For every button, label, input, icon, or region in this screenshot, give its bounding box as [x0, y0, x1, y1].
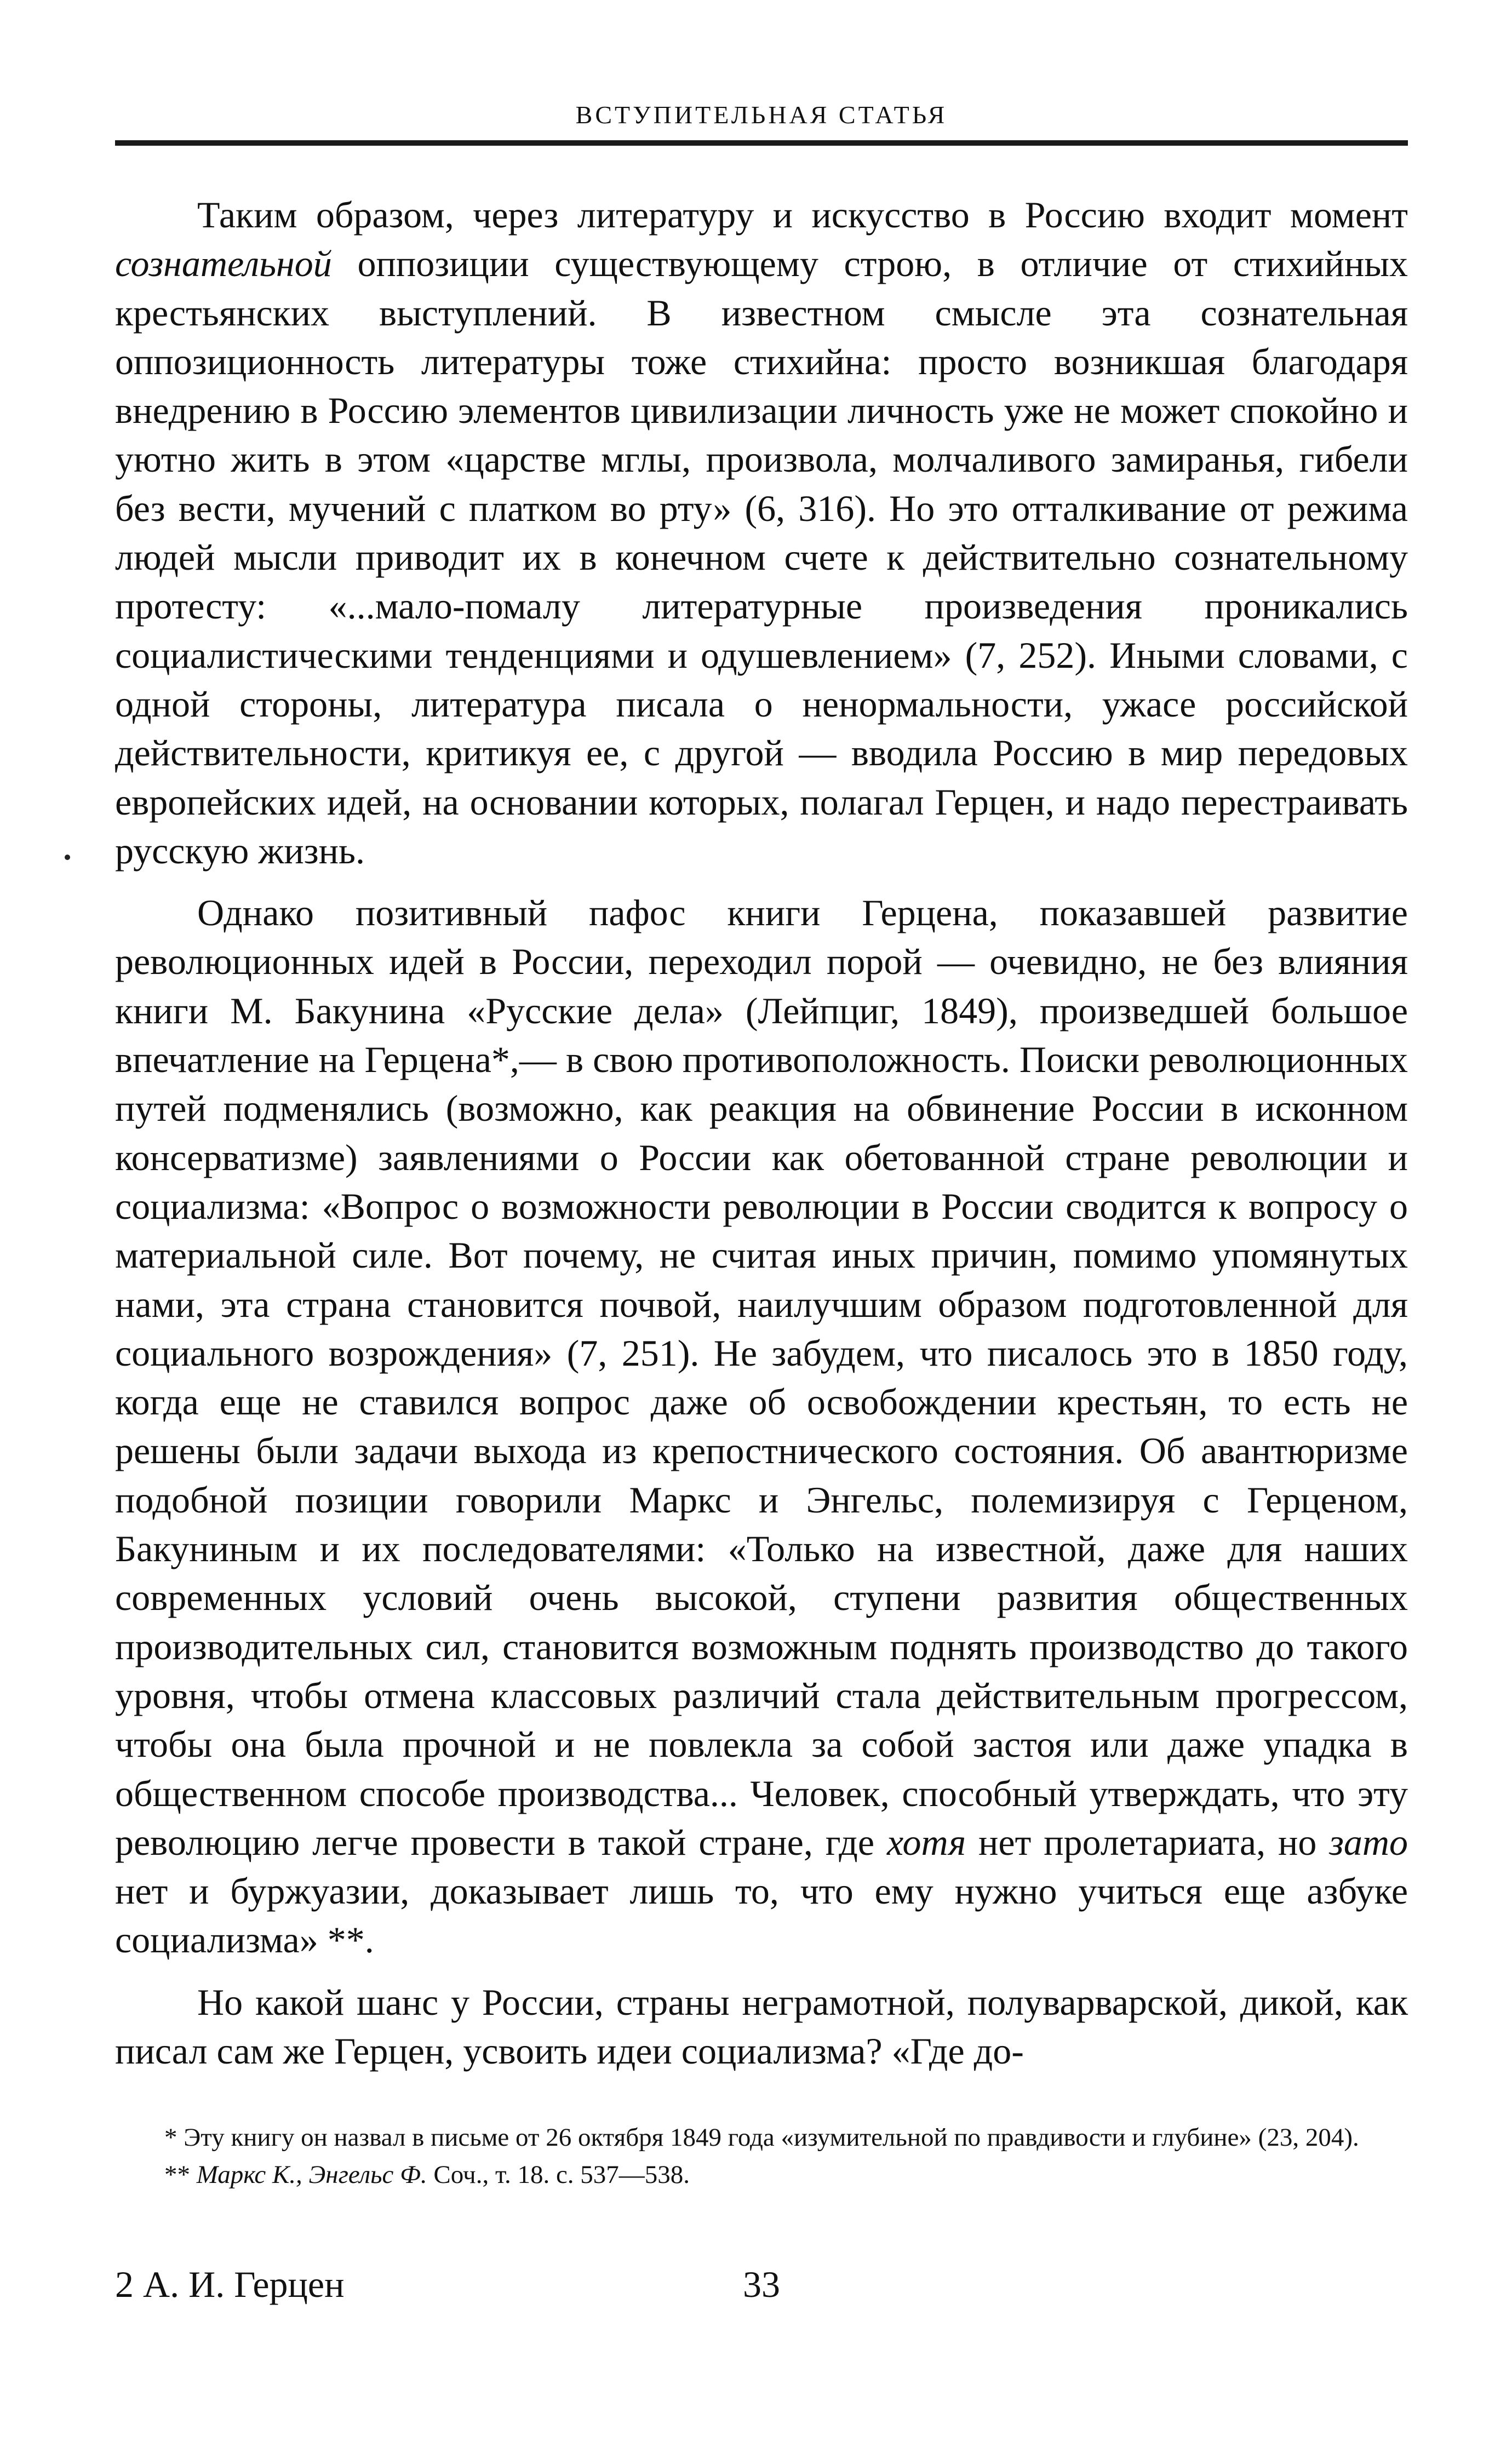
running-head: ВСТУПИТЕЛЬНАЯ СТАТЬЯ — [575, 101, 948, 129]
paragraph-3 — [115, 1978, 1408, 2076]
footnote-2 — [115, 2156, 1408, 2193]
paragraph-2 — [115, 889, 1408, 1965]
signature-mark: 2 А. И. Герцен — [115, 2263, 345, 2305]
footnote-2-authors: Маркс К., Энгельс Ф. — [196, 2160, 427, 2189]
footnote-1: * Эту книгу он назвал в письме от 26 октября 1849 года «изумительной по правдивости и глубине» (23, 204). — [164, 2123, 1359, 2152]
footnotes — [115, 2119, 1408, 2193]
paragraph-2-italic-b: зато — [1329, 1821, 1408, 1863]
paragraph-2-italic-a: хотя — [887, 1821, 966, 1863]
paragraph-3-text: Но какой шанс у России, страны неграмотной, полуварварской, дикой, как писал сам же Герцен, усвоить идеи социализма? «Где до- — [115, 1981, 1408, 2072]
paragraph-2-text-c: нет и буржуазии, доказывает лишь то, что ему нужно учиться еще азбуке социализма» **. — [115, 1870, 1408, 1961]
page-footer — [115, 2257, 1408, 2312]
paragraph-1 — [115, 191, 1408, 875]
paragraph-1-text-b: оппозиции существующему строю, в отличие от стихийных крестьянских выступлений. В известном смысле эта сознательная оппозиционность литературы тоже стихийна: просто возникшая благодаря внедрению в Россию элементов цивилизации личность уже не может спокойно и уютно жить в этом «царстве мглы, произвола, молчаливого замиранья, гибели без вести, мучений с платком во рту» (6, 316). Но это отталкивание от режима людей мысли приводит их в конечном счете к действительно сознательному протесту: «...мало-помалу литературные произведения проникались социалистическими тенденциями и одушевлением» (7, 252). Иными словами, с одной стороны, литература писала о ненормальности, ужасе российской действительности, критикуя ее, с другой — вводила Россию в мир передовых европейских идей, на основании которых, полагал Герцен, и надо перестраивать русскую жизнь. — [115, 243, 1408, 872]
header-rule — [115, 140, 1408, 146]
footnote-2-reference: Соч., т. 18. с. 537—538. — [427, 2160, 690, 2189]
paragraph-1-italic: сознательной — [115, 243, 332, 285]
paragraph-2-text-a: Однако позитивный пафос книги Герцена, показавшей развитие революционных идей в России, переходил порой — очевидно, не без влияния книги М. Бакунина «Русские дела» (Лейпциг, 1849), произведшей большое впечатление на Герцена*,— в свою противоположность. Поиски революционных путей подменялись (возможно, как реакция на обвинение России в исконном консерватизме) заявлениями о России как обетованной стране революции и социализма: «Вопрос о возможности революции в России сводится к вопросу о материальной силе. Вот почему, не считая иных причин, помимо упомянутых нами, эта страна становится почвой, наилучшим образом подготовленной для социального возрождения» (7, 251). Не забудем, что писалось это в 1850 году, когда еще не ставился вопрос даже об освобождении крестьян, то есть не решены были задачи выхода из крепостнического состояния. Об авантюризме подобной позиции говорили Маркс и Энгельс, полемизируя с Герценом, Бакуниным и их последователями: «Только на известной, даже для наших современных условий очень высокой, ступени развития общественных производительных сил, становится возможным поднять производство до такого уровня, чтобы отмена классовых различий стала действительным прогрессом, чтобы она была прочной и не повлекла за собой застоя или даже упадка в общественном способе производства... Человек, способный утверждать, что эту революцию легче провести в такой стране, где — [115, 892, 1408, 1863]
paragraph-2-text-b: нет пролетариата, но — [966, 1821, 1330, 1863]
margin-mark — [65, 855, 70, 860]
footnote-2-marker: ** — [164, 2160, 197, 2189]
paragraph-1-text-a: Таким образом, через литературу и искусство в Россию входит момент — [197, 194, 1408, 236]
page-number: 33 — [743, 2263, 780, 2305]
main-text — [115, 191, 1408, 2076]
